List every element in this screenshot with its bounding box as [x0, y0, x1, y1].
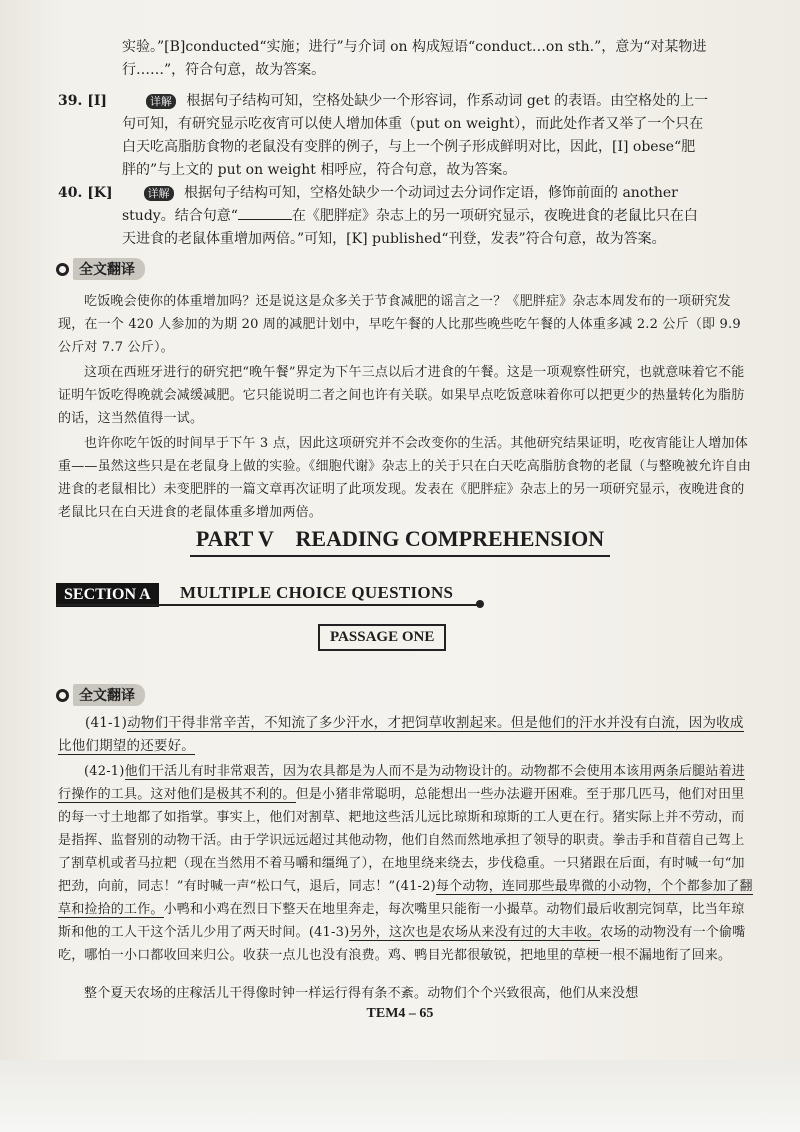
page-bottom-margin [0, 1060, 800, 1132]
underlined-text: 他们干活儿有时非常艰苦，因为农具都是为人而不是为动物设计的。动物都不会使用本该用两条后腿站着进行操作的工具。这对他们是极其不利的。 [58, 764, 745, 802]
text-fragment: study。结合句意“ [122, 208, 238, 224]
text-line: 根据句子结构可知，空格处缺少一个动词过去分词作定语，修饰前面的 another [184, 185, 678, 201]
detail-badge: 详解 [144, 186, 174, 201]
text-line: 句可知，有研究显示吃夜宵可以使人增加体重（put on weight），而此处作者又举了一个只在 [122, 116, 704, 132]
section-dot-icon [476, 600, 484, 608]
text-line: 根据句子结构可知，空格处缺少一个形容词，作系动词 get 的表语。由空格处的上一 [186, 93, 709, 109]
text-fragment: 小鸭和小鸡在烈日下整天在地里奔走，每次嘴里只能衔一小撮草。动物们最后收割完饲草，比当年琼斯和他的工人干这个活儿少用了两天时间。 [58, 902, 745, 940]
underlined-text: 动物们干得非常辛苦，不知流了多少汗水，才把饲草收割起来。但是他们的汗水并没有白流，因为收成比他们期望的还要好。 [58, 715, 744, 754]
part-title-text: PART V READING COMPREHENSION [190, 526, 610, 557]
text-fragment: 在《肥胖症》杂志上的另一项研究显示，夜晚进食的老鼠比只在白 [291, 208, 698, 224]
full-translation-label-2 [56, 684, 145, 706]
ref-tag: (42-1) [84, 764, 125, 779]
text-line [58, 205, 754, 228]
text-line: 白天吃高脂肪食物的老鼠没有变胖的例子，与上一个例子形成鲜明对比，因此，[I] obese“肥 [122, 139, 696, 155]
part-title [0, 526, 800, 557]
text-line: 行……”，符合句意，故为答案。 [122, 62, 326, 78]
passage-translation-paragraph-2 [58, 760, 754, 967]
question-number: 39. [I] [58, 93, 108, 109]
q38-explanation-tail [58, 36, 754, 82]
passage-label: PASSAGE ONE [318, 624, 446, 651]
section-underline [56, 604, 480, 606]
text-fragment: 但是小猪非常聪明，总能想出一些办法避开困难。至于那几匹马，他们对田里的每一寸土地都了如指掌。事实上，他们对割草、耙地这些活儿远比琼斯和琼斯的工人更在行。猪实际上并不劳动，而是指挥、监督别的动物干活。由于学识远远超过其他动物，他们自然而然地承担了领导的职责。拳击手和苜蓿自己驾上了割草机或者马拉耙（现在当然用不着马嚼和缰绳了），在地里绕来绕去，步伐稳重。一只猪跟在后面，有时喊一句“加把劲，向前，同志！”有时喊一声“松口气，退后，同志！” [58, 787, 745, 894]
passage-translation-paragraph-3: 整个夏天农场的庄稼活儿干得像时钟一样运行得有条不紊。动物们个个兴致很高，他们从来没想 [84, 986, 639, 1001]
question-number: 40. [K] [58, 185, 113, 201]
underlined-text: 另外，这次也是农场从来没有过的大丰收。 [349, 925, 601, 940]
section-title: MULTIPLE CHOICE QUESTIONS [180, 583, 454, 602]
section-box: SECTION A [56, 583, 159, 607]
text-line: 胖的”与上文的 put on weight 相呼应，符合句意，故为答案。 [122, 162, 517, 178]
fill-blank [238, 207, 292, 220]
bullet-circle-icon [56, 263, 69, 276]
page-number: TEM4 – 65 [366, 1006, 434, 1021]
translation-paragraph-2: 这项在西班牙进行的研究把“晚午餐”界定为下午三点以后才进食的午餐。这是一项观察性研究，也就意味着它不能证明午饭吃得晚就会减缓减肥。它只能说明二者之间也许有关联。如果早点吃饭意味着你可以把更少的热量转化为脂肪的话，这当然值得一试。 [58, 365, 745, 426]
q39-explanation [58, 90, 754, 182]
ref-tag: (41-3) [308, 925, 350, 940]
label-text: 全文翻译 [73, 258, 145, 280]
detail-badge: 详解 [146, 94, 176, 109]
text-line: 实验。”[B]conducted“实施；进行”与介词 on 构成短语“conduct…on sth.”，意为“对某物进 [122, 39, 707, 55]
label-text: 全文翻译 [73, 684, 145, 706]
passage-translation-paragraph-1 [58, 712, 754, 758]
ref-tag: (41-1) [85, 715, 128, 731]
text-fragment: 农场的动物没有一个偷嘴吃，哪怕一小口都收回来归公。收获一点儿也没有浪费。鸡、鸭目光都很敏锐，把地里的草梗一根不漏地衔了回来。 [58, 925, 746, 963]
translation-paragraph-1: 吃饭晚会使你的体重增加吗？还是说这是众多关于节食减肥的谣言之一？《肥胖症》杂志本周发布的一项研究发现，在一个 420 人参加的为期 20 周的减肥计划中，早吃午餐的人比那些晚些吃午餐的人体重多减 2.2 公斤（即 9.9 公斤对 7.7 公斤）。 [58, 294, 741, 355]
text-line: 天进食的老鼠体重增加两倍。”可知，[K] published“刊登，发表”符合句意，故为答案。 [122, 231, 666, 247]
full-translation-label [56, 258, 145, 280]
underlined-text: 每个动物，连同那些最卑微的小动物，个个都参加了翻草和捡拾的工作。 [58, 879, 753, 917]
bullet-circle-icon [56, 689, 69, 702]
ref-tag: (41-2) [395, 879, 436, 894]
q40-explanation [58, 182, 754, 251]
translation-paragraph-3: 也许你吃午饭的时间早于下午 3 点，因此这项研究并不会改变你的生活。其他研究结果证明，吃夜宵能让人增加体重——虽然这些只是在老鼠身上做的实验。《细胞代谢》杂志上的关于只在白天吃高脂肪食物的老鼠（与整晚被允许自由进食的老鼠相比）未变肥胖的一篇文章再次证明了此项发现。发表在《肥胖症》杂志上的另一项研究显示，夜晚进食的老鼠比只在白天进食的老鼠体重多增加两倍。 [58, 436, 752, 520]
